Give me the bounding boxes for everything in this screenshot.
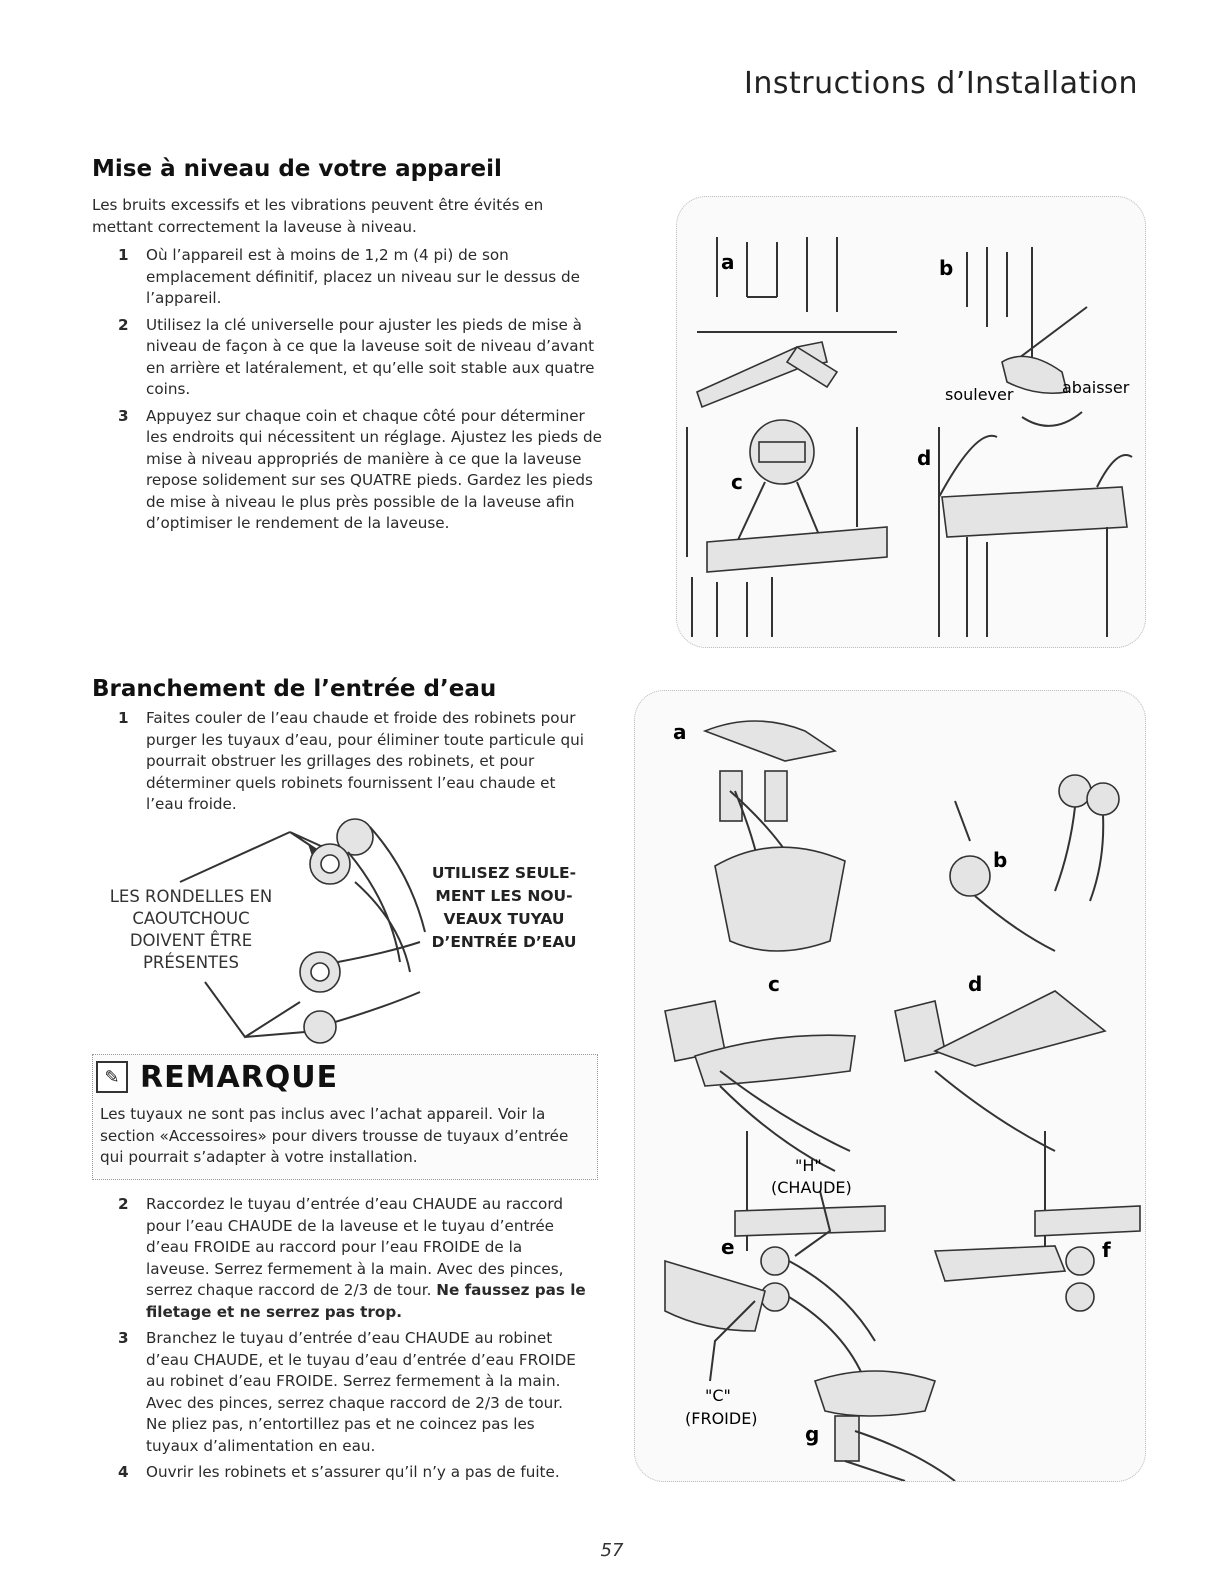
- water-connection-illustration: [634, 690, 1146, 1482]
- step-text: Branchez le tuyau d’entrée d’eau CHAUDE au robinet d’eau CHAUDE, et le tuyau d’eau d’entrée d’eau FROIDE au robinet d’eau FROIDE. Serrez fermement à la main. Avec des pinces, serrez chaque raccord de 2/3 de tour. Ne pliez pas, n’entortillez pas et ne coincez pas les tuyaux d’alimentation en eau.: [146, 1329, 576, 1455]
- rubber-washer-note: LES RONDELLES EN CAOUTCHOUC DOIVENT ÊTRE PRÉSENTES: [109, 887, 273, 972]
- note-icon: ✎: [96, 1061, 128, 1093]
- step-text: Appuyez sur chaque coin et chaque côté pour déterminer les endroits qui nécessitent un réglage. Ajustez les pieds de mise à niveau appropriés de manière à ce que la laveuse repose solidement sur ses QUATRE pieds. Gardez les pieds de mise à niveau le plus près possible de la laveuse afin d’optimiser le rendement de la laveuse.: [146, 406, 603, 532]
- raise-label: soulever: [945, 385, 1014, 404]
- step-number: 1: [118, 709, 129, 727]
- step-text: Utilisez la clé universelle pour ajuster les pieds de mise à niveau de façon à ce que la laveuse soit de niveau d’avant en arrière et latéralement, et qu’elle soit stable aux quatre coins.: [146, 315, 595, 398]
- step-number: 2: [118, 315, 129, 334]
- list-item: [118, 1328, 588, 1457]
- remark-title: REMARQUE: [140, 1059, 339, 1095]
- remark-header: [96, 1060, 338, 1094]
- list-item: [118, 1194, 588, 1323]
- step-text: Où l’appareil est à moins de 1,2 m (4 pi) de son emplacement définitif, placez un niveau sur le dessus de l’appareil.: [146, 246, 580, 307]
- leveling-illustration-drawing: [677, 197, 1145, 647]
- step-number: 3: [118, 1329, 129, 1347]
- step-number: 3: [118, 406, 129, 425]
- figure-label-c: c: [768, 972, 780, 996]
- leveling-illustration: [676, 196, 1146, 648]
- figure-label-a: a: [673, 720, 687, 744]
- hot-word-label: (CHAUDE): [771, 1178, 852, 1197]
- step-text: Faites couler de l’eau chaude et froide des robinets pour purger les tuyaux d’eau, pour éliminer toute particule qui pourrait obstruer les grillages des robinets, et pour déterminer quels robinets fournissent l’eau chaude et l’eau froide.: [146, 709, 585, 813]
- step-text: Raccordez le tuyau d’entrée d’eau CHAUDE au raccord pour l’eau CHAUDE de la laveuse et le tuyau d’entrée d’eau FROIDE au raccord pour l’eau FROIDE de la laveuse. Serrez fermement à la main. Avec des pinces, serrez chaque raccord de 2/3 de tour.: [146, 1195, 564, 1299]
- page-number: 57: [600, 1540, 624, 1561]
- step-text: Ouvrir les robinets et s’assurer qu’il n’y a pas de fuite.: [146, 1463, 560, 1481]
- step-number: 1: [118, 246, 129, 264]
- list-item: [118, 1462, 588, 1484]
- leveling-intro: Les bruits excessifs et les vibrations peuvent être évités en mettant correctement la laveuse à niveau.: [92, 196, 544, 236]
- figure-label-b: b: [993, 848, 1008, 872]
- list-item: [118, 708, 588, 816]
- step-warning: Ne faussez pas le filetage et ne serrez pas trop.: [146, 1281, 586, 1321]
- list-item: [118, 315, 608, 401]
- figure-label-g: g: [805, 1422, 820, 1446]
- figure-label-d: d: [917, 446, 932, 470]
- lower-label: abaisser: [1062, 378, 1130, 397]
- leveling-section-title: Mise à niveau de votre appareil: [92, 156, 502, 182]
- remark-text: Les tuyaux ne sont pas inclus avec l’achat appareil. Voir la section «Accessoires» pour divers trousse de tuyaux d’entrée qui pourrait s’adapter à votre installation.: [100, 1105, 569, 1166]
- water-steps-rest: [118, 1194, 588, 1489]
- figure-label-c: c: [731, 470, 743, 494]
- hot-letter-label: "H": [795, 1156, 822, 1175]
- figure-label-a: a: [721, 250, 735, 274]
- water-section-title: Branchement de l’entrée d’eau: [92, 676, 497, 702]
- step-number: 4: [118, 1463, 129, 1481]
- new-hose-note: UTILISEZ SEULE-MENT LES NOU-VEAUX TUYAU D’ENTRÉE D’EAU: [431, 864, 577, 951]
- figure-label-d: d: [968, 972, 983, 996]
- list-item: [118, 245, 608, 310]
- figure-label-b: b: [939, 256, 954, 280]
- water-steps-first: [118, 708, 588, 821]
- figure-label-f: f: [1102, 1238, 1111, 1262]
- figure-label-e: e: [721, 1235, 735, 1259]
- page-header-title: Instructions d’Installation: [744, 66, 1138, 101]
- leveling-steps: [118, 245, 608, 540]
- water-connection-drawing: [635, 691, 1145, 1481]
- step-number: 2: [118, 1195, 129, 1213]
- list-item: [118, 406, 608, 535]
- cold-letter-label: "C": [705, 1386, 731, 1405]
- cold-word-label: (FROIDE): [685, 1409, 758, 1428]
